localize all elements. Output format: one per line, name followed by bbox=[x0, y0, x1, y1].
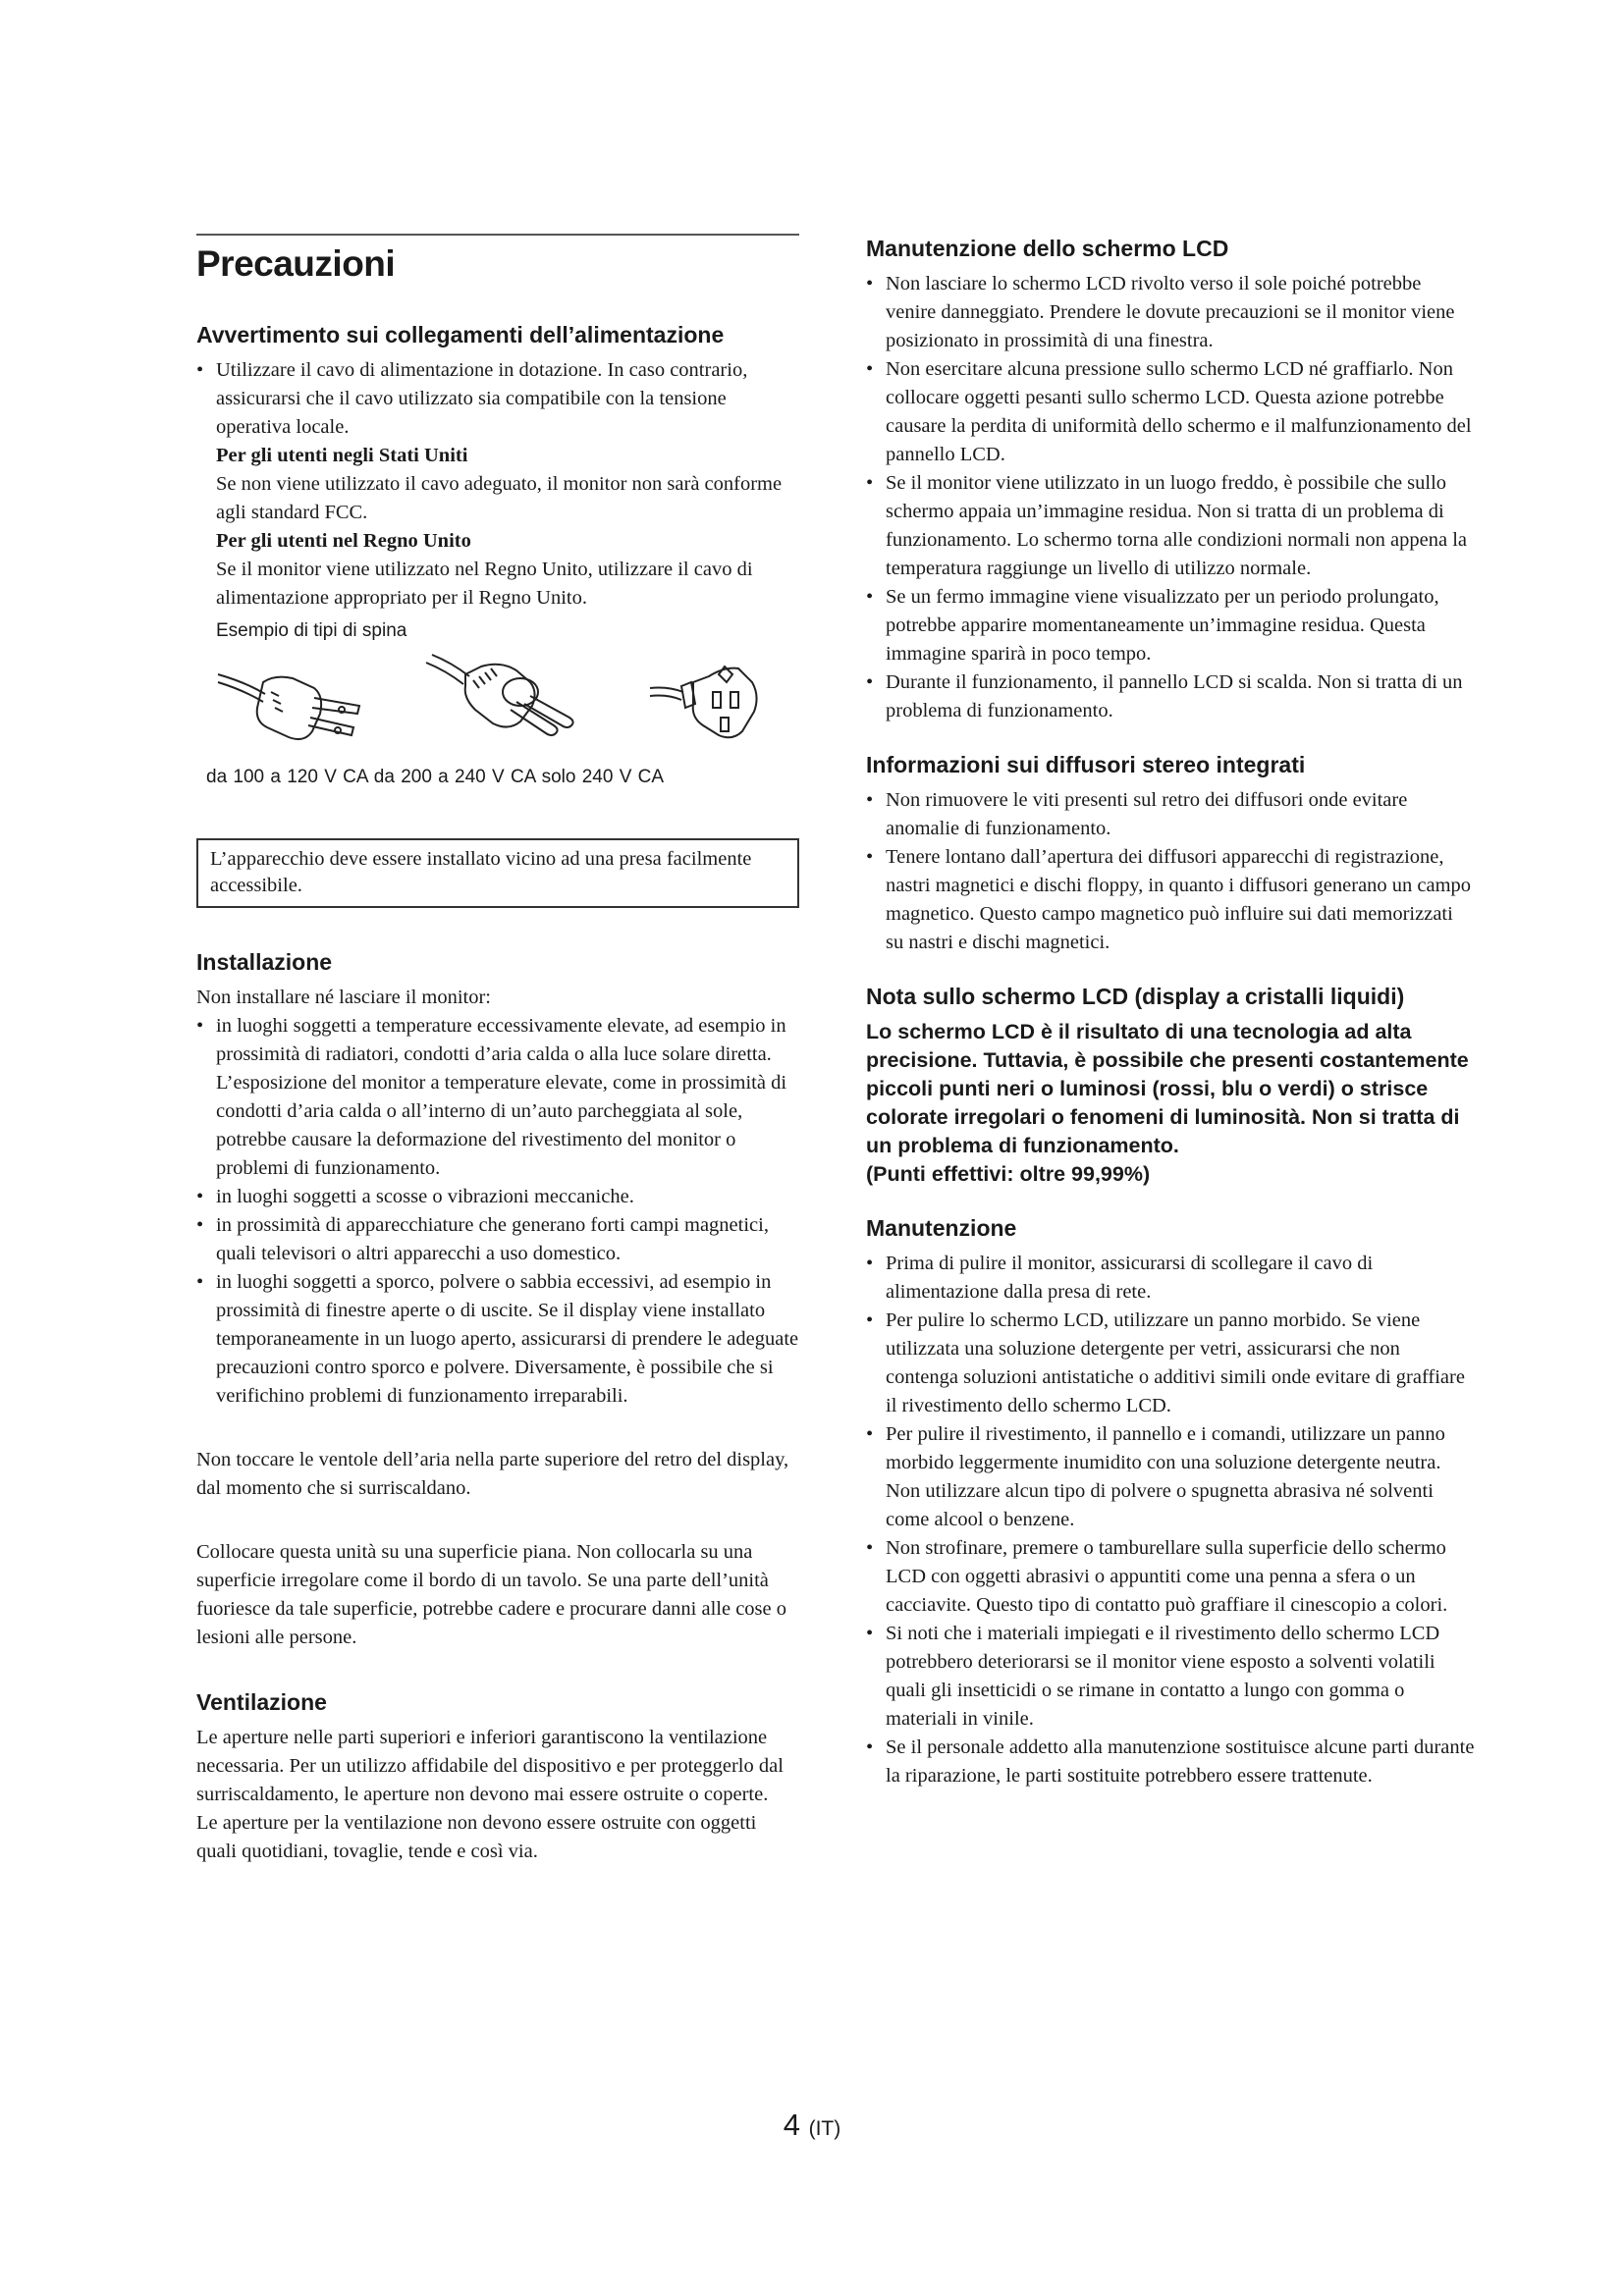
installation-intro: Non installare né lasciare il monitor: bbox=[196, 987, 492, 1008]
page-language-suffix: (IT) bbox=[808, 2117, 841, 2140]
list-item: • Se il personale addetto alla manutenzione sostituisce alcune parti durante la riparazione, le parti sostituite potrebbero essere trattenute. bbox=[866, 1734, 1475, 1790]
uk-plug-icon bbox=[648, 653, 795, 751]
plug-illustrations bbox=[196, 653, 799, 759]
list-item: • Durante il funzionamento, il pannello LCD si scalda. Non si tratta di un problema di funzionamento. bbox=[866, 668, 1475, 725]
list-item: • in luoghi soggetti a sporco, polvere o sabbia eccessivi, ad esempio in prossimità di finestre aperte o di uscite. Se il display viene installato temporaneamente in un luogo aperto, assicurarsi di prendere le adeguate precauzioni contro sporco e polvere. Diversamente, è possibile che si verifichino problemi di funzionamento irreparabili. bbox=[196, 1268, 799, 1411]
speakers-section bbox=[866, 750, 1475, 957]
list-item: • Tenere lontano dall’apertura dei diffusori apparecchi di registrazione, nastri magnetici e dischi floppy, in quanto i diffusori generano un campo magnetico. Questo campo magnetico può influire sui dati memorizzati su nastri e dischi magnetici. bbox=[866, 843, 1475, 957]
notice-text: L’apparecchio deve essere installato vicino ad una presa facilmente accessibile. bbox=[210, 848, 752, 896]
list-item: • Non strofinare, premere o tamburellare sulla superficie dello schermo LCD con oggetti abrasivi o appuntiti come una penna a sfera o un cacciavite. Questo tipo di contatto può graffiare il cinescopio a colori. bbox=[866, 1534, 1475, 1620]
ventilation-section bbox=[196, 1687, 799, 1866]
lcd-note-heading: Nota sullo schermo LCD (display a cristalli liquidi) bbox=[866, 984, 1405, 1009]
page-number-value: 4 bbox=[783, 2108, 800, 2142]
page-title: Precauzioni bbox=[196, 243, 396, 284]
installation-surface-note: Collocare questa unità su una superficie piana. Non collocarla su una superficie irregolare come il bordo di un tavolo. Se una parte dell’unità fuoriesce da tale superficie, potrebbe cadere e procurare danni alle cose o lesioni alle persone. bbox=[196, 1541, 787, 1648]
uk-heading: Per gli utenti nel Regno Unito bbox=[216, 530, 471, 552]
notice-box bbox=[196, 838, 799, 908]
power-section bbox=[196, 320, 799, 791]
list-item: • Non lasciare lo schermo LCD rivolto verso il sole poiché potrebbe venire danneggiato. Prendere le dovute precauzioni se il monitor viene posizionato in prossimità di una finestra. bbox=[866, 270, 1475, 355]
power-heading: Avvertimento sui collegamenti dell’alimentazione bbox=[196, 322, 725, 347]
ventilation-para-2: Le aperture per la ventilazione non devono essere ostruite con oggetti quali quotidiani, tovaglie, tende e così via. bbox=[196, 1812, 757, 1862]
power-bullet: • Utilizzare il cavo di alimentazione in dotazione. In caso contrario, assicurarsi che il cavo utilizzato sia compatibile con la tensione operativa locale. bbox=[196, 356, 799, 442]
eu-plug-icon bbox=[422, 653, 609, 751]
speakers-heading: Informazioni sui diffusori stereo integrati bbox=[866, 752, 1306, 777]
list-item: • Per pulire lo schermo LCD, utilizzare un panno morbido. Se viene utilizzata una soluzione detergente per vetri, assicurarsi che non contenga soluzioni antistatiche o additivi simili onde evitare di graffiare il rivestimento dello schermo LCD. bbox=[866, 1307, 1475, 1420]
maintenance-heading: Manutenzione bbox=[866, 1215, 1017, 1241]
installation-fans-note: Non toccare le ventole dell’aria nella parte superiore del retro del display, dal momento che si surriscaldano. bbox=[196, 1449, 789, 1499]
list-item: • Non esercitare alcuna pressione sullo schermo LCD né graffiarlo. Non collocare oggetti pesanti sullo schermo LCD. Questa azione potrebbe causare la perdita di uniformità dello schermo e il malfunzionamento del pannello LCD. bbox=[866, 355, 1475, 469]
page-number bbox=[0, 2108, 1624, 2143]
list-item: • in prossimità di apparecchiature che generano forti campi magnetici, quali televisori o altri apparecchi a uso domestico. bbox=[196, 1211, 799, 1268]
lcd-maintenance-heading: Manutenzione dello schermo LCD bbox=[866, 236, 1229, 261]
list-item: • Prima di pulire il monitor, assicurarsi di scollegare il cavo di alimentazione dalla presa di rete. bbox=[866, 1250, 1475, 1307]
maintenance-section bbox=[866, 1213, 1475, 1790]
left-column bbox=[196, 234, 799, 1866]
list-item: • Per pulire il rivestimento, il pannello e i comandi, utilizzare un panno morbido leggermente inumidito con una soluzione detergente neutra. Non utilizzare alcun tipo di polvere o spugnetta abrasiva né solventi come alcool o benzene. bbox=[866, 1420, 1475, 1534]
title-rule bbox=[196, 234, 799, 236]
us-heading: Per gli utenti negli Stati Uniti bbox=[216, 445, 468, 466]
ventilation-heading: Ventilazione bbox=[196, 1689, 327, 1715]
list-item: • in luoghi soggetti a scosse o vibrazioni meccaniche. bbox=[196, 1183, 799, 1211]
lcd-note-text: Lo schermo LCD è il risultato di una tecnologia ad alta precisione. Tuttavia, è possibile che presenti costantemente piccoli punti neri o luminosi (rossi, blu o verdi) o strisce colorate irregolari o fenomeni di luminosità. Non si tratta di un problema di funzionamento. bbox=[866, 1020, 1469, 1157]
installation-section bbox=[196, 947, 799, 1652]
uk-text: Se il monitor viene utilizzato nel Regno Unito, utilizzare il cavo di alimentazione appropriato per il Regno Unito. bbox=[216, 559, 753, 609]
list-item: • in luoghi soggetti a temperature eccessivamente elevate, ad esempio in prossimità di radiatori, condotti d’aria calda o alla luce solare diretta. L’esposizione del monitor a temperature elevate, come in prossimità di condotti d’aria calda o all’interno di un’auto parcheggiata al sole, potrebbe causare la deformazione del rivestimento del monitor o problemi di funzionamento. bbox=[196, 1012, 799, 1183]
us-plug-icon bbox=[216, 653, 403, 751]
ventilation-para-1: Le aperture nelle parti superiori e inferiori garantiscono la ventilazione necessaria. Per un utilizzo affidabile del dispositivo e per proteggerlo dal surriscaldamento, le aperture non devono mai essere ostruite o coperte. bbox=[196, 1727, 784, 1805]
lcd-maintenance-section bbox=[866, 234, 1475, 725]
installation-heading: Installazione bbox=[196, 949, 333, 975]
list-item: • Se il monitor viene utilizzato in un luogo freddo, è possibile che sullo schermo appaia un’immagine residua. Non si tratta di un problema di funzionamento. Lo schermo torna alle condizioni normali non appena la temperatura raggiunge un livello di utilizzo normale. bbox=[866, 469, 1475, 583]
plug-voltage-labels: da 100 a 120 V CA da 200 a 240 V CA solo 240 V CA bbox=[206, 767, 665, 787]
list-item: • Se un fermo immagine viene visualizzato per un periodo prolungato, potrebbe apparire momentaneamente un’immagine residua. Questa immagine sparirà in poco tempo. bbox=[866, 583, 1475, 668]
list-item: • Si noti che i materiali impiegati e il rivestimento dello schermo LCD potrebbero deteriorarsi se il monitor viene esposto a solventi volatili quali gli insetticidi o se rimane in contatto a lungo con gomma o materiali in vinile. bbox=[866, 1620, 1475, 1734]
right-column bbox=[866, 234, 1475, 1790]
us-text: Se non viene utilizzato il cavo adeguato, il monitor non sarà conforme agli standard FCC. bbox=[216, 473, 783, 523]
plug-caption: Esempio di tipi di spina bbox=[216, 620, 407, 641]
lcd-note-section bbox=[866, 982, 1475, 1189]
list-item: • Non rimuovere le viti presenti sul retro dei diffusori onde evitare anomalie di funzionamento. bbox=[866, 786, 1475, 843]
lcd-note-effective-pixels: (Punti effettivi: oltre 99,99%) bbox=[866, 1162, 1151, 1186]
